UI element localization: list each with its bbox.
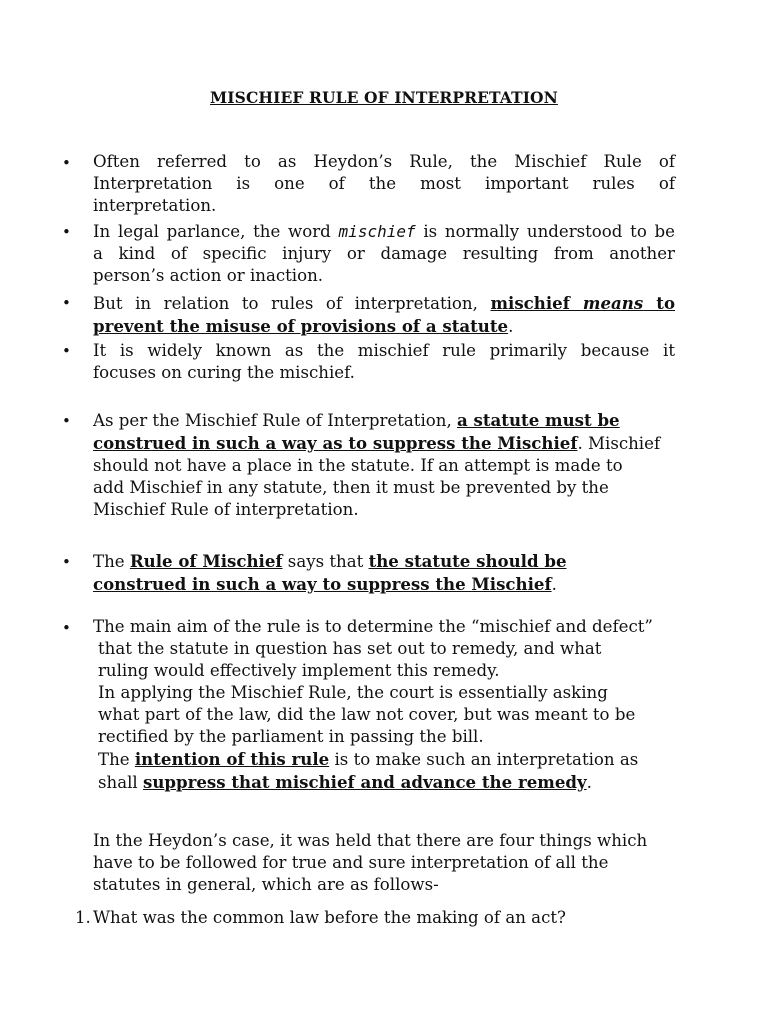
text-line: Interpretation is one of the most important rules of: [93, 174, 675, 193]
bullet-paragraph-5: [93, 409, 675, 521]
bullet-paragraph-3: [93, 292, 675, 338]
text-line: In legal parlance, the word mischief is normally understood to be: [93, 222, 675, 241]
bullet-icon: •: [62, 154, 71, 172]
text-line: what part of the law, did the law not cover, but was meant to be: [98, 705, 636, 724]
bullet-paragraph-7: [93, 616, 693, 794]
bullet-icon: •: [62, 553, 71, 571]
text-line: prevent the misuse of provisions of a statute.: [93, 316, 514, 336]
text-line: In applying the Mischief Rule, the court is essentially asking: [98, 683, 608, 702]
list-number: 1.: [75, 908, 91, 927]
text-line: a kind of specific injury or damage resulting from another: [93, 244, 675, 263]
text-line: What was the common law before the making of an act?: [93, 908, 566, 927]
text-line: interpretation.: [93, 196, 217, 215]
bullet-icon: •: [62, 342, 71, 360]
text-line: The Rule of Mischief says that the statute should be: [93, 551, 567, 571]
text-line: rectified by the parliament in passing the bill.: [98, 727, 484, 746]
text-line: focuses on curing the mischief.: [93, 363, 355, 382]
text-line: The intention of this rule is to make such an interpretation as: [98, 749, 639, 769]
bullet-paragraph-6: [93, 550, 675, 596]
bullet-paragraph-1: [93, 151, 675, 217]
text-line: statutes in general, which are as follows-: [93, 875, 439, 894]
bullet-paragraph-4: [93, 340, 675, 384]
bullet-icon: •: [62, 223, 71, 241]
text-line: Often referred to as Heydon’s Rule, the Mischief Rule of: [93, 152, 675, 171]
text-line: It is widely known as the mischief rule primarily because it: [93, 341, 675, 360]
text-line: shall suppress that mischief and advance the remedy.: [98, 772, 592, 792]
text-line: should not have a place in the statute. If an attempt is made to: [93, 456, 623, 475]
text-line: construed in such a way as to suppress the Mischief. Mischief: [93, 433, 661, 453]
bullet-icon: •: [62, 412, 71, 430]
text-line: But in relation to rules of interpretation, mischief means to: [93, 293, 676, 313]
text-line: As per the Mischief Rule of Interpretation, a statute must be: [93, 410, 620, 430]
heydon-case-paragraph: [93, 830, 693, 896]
text-line: that the statute in question has set out to remedy, and what: [98, 639, 602, 658]
mischief-term: mischief: [338, 222, 416, 241]
text-line: Mischief Rule of interpretation.: [93, 500, 359, 519]
text-line: have to be followed for true and sure interpretation of all the: [93, 853, 609, 872]
text-line: The main aim of the rule is to determine the “mischief and defect”: [93, 617, 653, 636]
text-line: person’s action or inaction.: [93, 266, 324, 285]
text-line: add Mischief in any statute, then it must be prevented by the: [93, 478, 609, 497]
bullet-icon: •: [62, 294, 71, 312]
text-line: ruling would effectively implement this remedy.: [98, 661, 500, 680]
bullet-icon: •: [62, 619, 71, 637]
text-line: In the Heydon’s case, it was held that there are four things which: [93, 831, 648, 850]
bullet-paragraph-2: [93, 221, 675, 287]
list-item: [93, 907, 675, 929]
page-title: MISCHIEF RULE OF INTERPRETATION: [210, 88, 558, 107]
text-line: construed in such a way to suppress the Mischief.: [93, 574, 557, 594]
